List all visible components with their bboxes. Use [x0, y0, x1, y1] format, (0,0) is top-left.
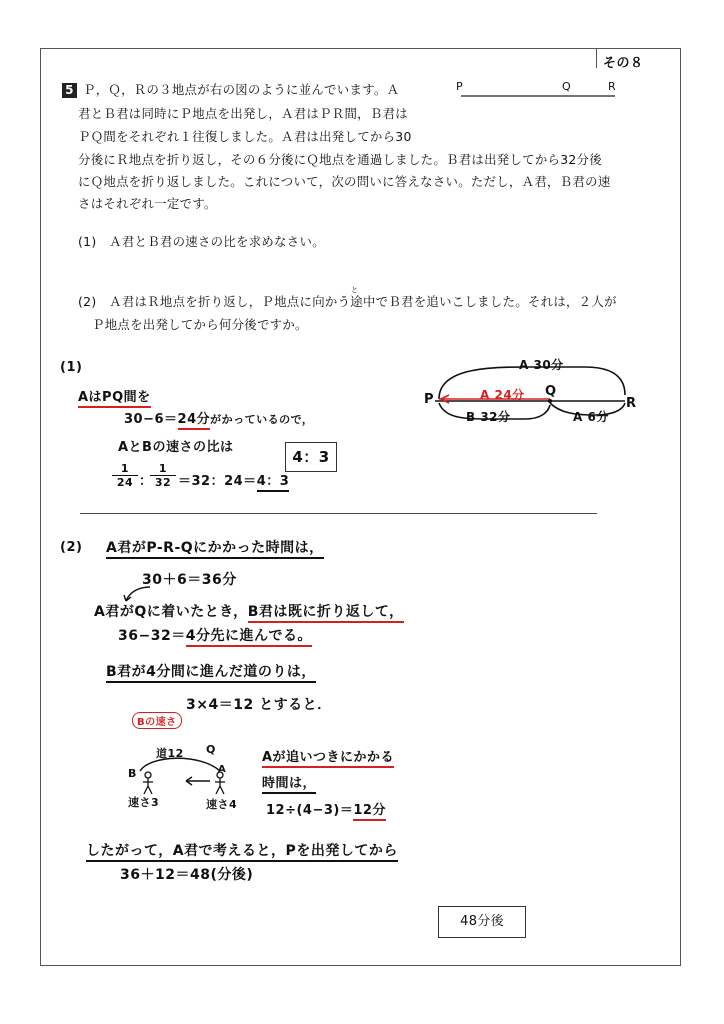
fraction-separator: ：	[139, 474, 153, 489]
answer-1-line-3: AとBの速さの比は	[118, 440, 234, 455]
answer-1-line-4: ＝32：24＝4：3	[178, 470, 289, 489]
chase-q-label: Q	[206, 743, 216, 756]
diagram-bottom-right-label: A 6分	[573, 410, 609, 424]
chase-a-label: A	[218, 764, 227, 775]
chase-b-label: B	[128, 767, 137, 780]
diagram-bottom-left-label: B 32分	[466, 410, 511, 424]
answer-1-label: (1)	[60, 360, 83, 375]
answer-2-line-1: A君がP-R-Qにかかった時間は，	[106, 537, 324, 557]
answer-1-line-2: 30−6＝24分がかっているので，	[124, 408, 313, 427]
diagram-label-r: R	[626, 396, 637, 411]
answer-2-line-2: 30＋6＝36分	[142, 572, 237, 588]
fraction-1: 1 24	[112, 462, 138, 489]
problem-number: 5	[62, 83, 77, 98]
chase-speed-b: 速さ3	[128, 796, 160, 809]
answer-2-line-11: 36＋12＝48(分後)	[120, 867, 254, 883]
answer-2-line-4: 36−32＝4分先に進んでる。	[118, 625, 312, 645]
answer-2-line-8: 時間は，	[262, 772, 316, 791]
page-label-divider	[596, 48, 597, 68]
question-2-line-1: (2) Ａ君はＲ地点を折り返し，Ｐ地点に向かう途中でＢ君を追いこしました。それは，２人が	[78, 294, 617, 309]
problem-line-1: 5 Ｐ，Ｑ，Ｒの３地点が右の図のように並んでいます。Ａ	[62, 80, 399, 98]
problem-line-6: さはそれぞれ一定です。	[78, 196, 217, 211]
diagram-mid-label: A 24分	[480, 388, 525, 402]
chase-speed-a: 速さ4	[206, 798, 238, 811]
answer-2-label: (2)	[60, 540, 83, 555]
problem-line-4: 分後にＲ地点を折り返し，その６分後にＱ地点を通過しました。Ｂ君は出発してから32分後	[78, 152, 602, 167]
diagram-label-q: Q	[545, 384, 557, 399]
figure-label-r: R	[608, 80, 616, 93]
problem-line-3: ＰＱ間をそれぞれ１往復しました。Ａ君は出発してから30	[78, 129, 412, 144]
question-1: (1) Ａ君とＢ君の速さの比を求めなさい。	[78, 234, 325, 249]
answer-2-line-10: したがって，A君で考えると，Pを出発してから	[86, 840, 398, 860]
section-divider	[80, 513, 597, 514]
answer-2-line-3: A君がQに着いたとき，B君は既に折り返して，	[94, 601, 404, 621]
final-answer-box: 48分後	[438, 906, 526, 938]
answer-1-line-1: AはPQ間を	[78, 386, 151, 405]
furigana: と	[351, 286, 359, 294]
pqr-figure	[455, 80, 625, 100]
answer-2-line-7: Aが追いつきにかかる	[262, 746, 394, 765]
fraction-2: 1 32	[150, 462, 176, 489]
answer-2-line-9: 12÷(4−3)＝12分	[266, 799, 386, 818]
question-2-line-2: Ｐ地点を出発してから何分後ですか。	[92, 317, 308, 332]
diagram-label-p: P	[424, 392, 435, 407]
problem-line-2: 君とＢ君は同時にＰ地点を出発し，Ａ君はＰＲ間，Ｂ君は	[78, 106, 408, 121]
figure-label-p: P	[456, 80, 463, 93]
problem-line-5: にＱ地点を折り返しました。これについて，次の問いに答えなさい。ただし，Ａ君，Ｂ君の速	[78, 174, 611, 189]
diagram-top-label: A 30分	[519, 358, 564, 372]
answer-2-line-6: 3×4＝12 とすると．	[186, 697, 332, 713]
answer-1-box: 4：3	[285, 442, 337, 472]
page-label: その８	[603, 56, 644, 71]
answer-2-line-5: B君が4分間に進んだ道のりは，	[106, 661, 316, 681]
chase-distance-label: 道12	[156, 747, 184, 760]
figure-label-q: Q	[562, 80, 571, 93]
b-speed-note: Bの速さ	[132, 712, 182, 729]
